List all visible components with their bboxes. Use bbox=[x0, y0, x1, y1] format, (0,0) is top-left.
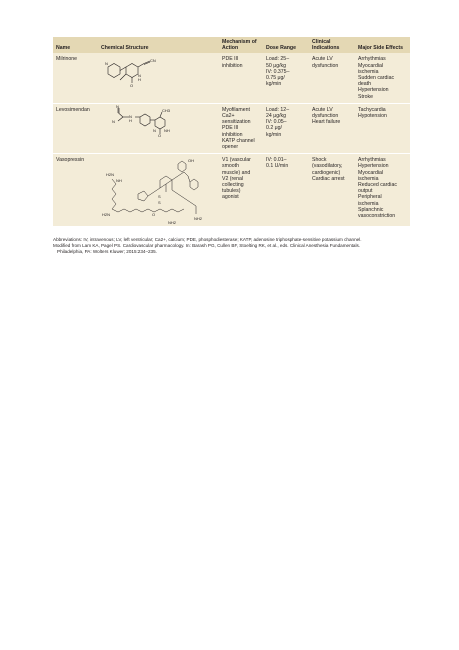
dose-cell bbox=[263, 103, 309, 153]
levosimendan-label-nh: N bbox=[129, 113, 132, 119]
cell-line: sensitization bbox=[222, 119, 251, 126]
vasopressin-label-s1: S bbox=[158, 194, 161, 200]
header-side-effects: Major Side Effects bbox=[355, 37, 410, 53]
milrinone-label-o: O bbox=[130, 83, 134, 89]
cell-line: (vasodilatory, bbox=[312, 163, 343, 170]
chemical-structure-vasopressin bbox=[98, 154, 219, 227]
milrinone-structure-diagram bbox=[98, 53, 219, 97]
levosimendan-structure-diagram bbox=[98, 104, 219, 148]
table-row bbox=[53, 53, 410, 103]
cell-line: Arrhythmias bbox=[358, 157, 386, 164]
vasopressin-label-o: O bbox=[152, 212, 156, 218]
indications-cell bbox=[309, 103, 355, 153]
header-dose-range: Dose Range bbox=[263, 37, 309, 53]
cell-line: Acute LV bbox=[312, 106, 333, 113]
cell-line: Splanchnic bbox=[358, 206, 384, 213]
cell-line: 0.75 μg/ bbox=[266, 75, 285, 82]
table-row bbox=[53, 103, 410, 153]
dose-cell bbox=[263, 53, 309, 103]
cell-line: KATP channel bbox=[222, 137, 255, 144]
vasopressin-label-nh2-b: NH2 bbox=[194, 216, 203, 222]
cell-line: Load: 25– bbox=[266, 56, 290, 63]
mechanism-cell bbox=[219, 53, 263, 103]
cell-line: ischemia bbox=[358, 200, 379, 207]
cell-line: muscle) and bbox=[222, 169, 251, 176]
cell-line: collecting bbox=[222, 182, 244, 189]
cell-line: inhibition bbox=[222, 62, 243, 69]
cell-line: 0.1 U/min bbox=[266, 163, 289, 170]
cell-line: kg/min bbox=[266, 81, 282, 88]
header-chemical-structure: Chemical Structure bbox=[98, 37, 219, 53]
indications-cell bbox=[309, 154, 355, 227]
vasopressin-label-nh2-a: NH2 bbox=[168, 220, 177, 226]
vasopressin-label-h2n: H2N bbox=[106, 172, 115, 178]
levosimendan-label-h: H bbox=[129, 117, 132, 123]
indications-cell bbox=[309, 53, 355, 103]
cell-line: dysfunction bbox=[312, 113, 339, 120]
chemical-structure-milrinone bbox=[98, 53, 219, 103]
levosimendan-label-n2: N bbox=[112, 118, 115, 124]
cell-line: dysfunction bbox=[312, 62, 339, 69]
vasopressin-label-oh: OH bbox=[188, 158, 194, 164]
levosimendan-label-n1: N bbox=[116, 103, 119, 109]
table-footnotes bbox=[53, 237, 410, 255]
cell-line: vasoconstriction bbox=[358, 213, 396, 220]
vasopressin-label-s2: S bbox=[158, 200, 161, 206]
side-effects-cell bbox=[355, 154, 410, 227]
mechanism-cell bbox=[219, 154, 263, 227]
levosimendan-label-o: O bbox=[158, 132, 162, 138]
cell-line: IV: 0.375– bbox=[266, 68, 290, 75]
source-citation-continued: Philadelphia, PA: Wolters Kluwer; 2015:234–235. bbox=[57, 249, 157, 254]
cell-line: smooth bbox=[222, 163, 240, 170]
milrinone-label-nh: N bbox=[138, 73, 141, 79]
cell-line: tubules) bbox=[222, 188, 241, 195]
cell-line: ischemia bbox=[358, 68, 379, 75]
cell-line: Myocardial bbox=[358, 62, 384, 69]
cell-line: Arrhythmias bbox=[358, 56, 386, 63]
side-effects-cell bbox=[355, 53, 410, 103]
cell-line: V1 (vascular bbox=[222, 157, 251, 164]
vasopressin-label-h2n-lower: H2N bbox=[102, 212, 111, 218]
cell-line: Tachycardia bbox=[358, 106, 386, 113]
mechanism-cell bbox=[219, 103, 263, 153]
cell-line: IV: 0.05– bbox=[266, 119, 287, 126]
table-header-row bbox=[53, 37, 410, 53]
header-name: Name bbox=[53, 37, 98, 53]
cell-line: output bbox=[358, 188, 373, 195]
levosimendan-label-nh2: NH bbox=[164, 127, 170, 133]
vasopressin-label-nh: NH bbox=[116, 178, 122, 184]
drug-name: Levosimendan bbox=[53, 103, 98, 153]
vasopressin-structure-diagram bbox=[98, 154, 219, 226]
cell-line: PDE III bbox=[222, 56, 239, 63]
cell-line: PDE III bbox=[222, 125, 239, 132]
cell-line: Acute LV bbox=[312, 56, 333, 63]
cell-line: Hypertension bbox=[358, 163, 389, 170]
drug-table-container bbox=[53, 37, 410, 226]
cell-line: Myofilament bbox=[222, 106, 250, 113]
cell-line: Heart failure bbox=[312, 119, 341, 126]
cell-line: death bbox=[358, 81, 371, 88]
cell-line: Reduced cardiac bbox=[358, 182, 397, 189]
side-effects-cell bbox=[355, 103, 410, 153]
cell-line: IV: 0.01– bbox=[266, 157, 287, 164]
chemical-structure-levosimendan bbox=[98, 103, 219, 153]
cell-line: agonist bbox=[222, 194, 239, 201]
drug-name: Milrinone bbox=[53, 53, 98, 103]
cell-line: cardiogenic) bbox=[312, 169, 341, 176]
cell-line: 24 μg/kg bbox=[266, 113, 287, 120]
cell-line: 50 μg/kg bbox=[266, 62, 287, 69]
milrinone-label-h: H bbox=[138, 77, 141, 83]
header-clinical-indications: Clinical Indications bbox=[309, 37, 355, 53]
source-citation: Modified from Lam KA, Pagel PS. Cardiovascular pharmacology. In: Barash PG, Cullen BF, Stoelting RK, et al., eds. Clinical Anesthesia Fundamentals. bbox=[53, 243, 361, 248]
cell-line: Stroke bbox=[358, 93, 373, 100]
cell-line: 0.2 μg/ bbox=[266, 125, 282, 132]
cell-line: Sudden cardiac bbox=[358, 75, 395, 82]
cell-line: Ca2+ bbox=[222, 113, 235, 120]
cell-line: kg/min bbox=[266, 131, 282, 138]
levosimendan-label-n: N bbox=[153, 127, 156, 133]
cell-line: Hypertension bbox=[358, 87, 389, 94]
cell-line: Shock bbox=[312, 157, 327, 164]
milrinone-label-n: N bbox=[105, 61, 108, 67]
drug-table bbox=[53, 37, 410, 226]
levosimendan-label-ch3: CH3 bbox=[162, 107, 171, 113]
cell-line: Cardiac arrest bbox=[312, 175, 345, 182]
header-mechanism: Mechanism of Action bbox=[219, 37, 263, 53]
cell-line: opener bbox=[222, 144, 239, 151]
cell-line: V2 (renal bbox=[222, 175, 244, 182]
cell-line: Load: 12– bbox=[266, 106, 290, 113]
drug-name: Vasopressin bbox=[53, 154, 98, 227]
table-row bbox=[53, 154, 410, 227]
cell-line: Hypotension bbox=[358, 113, 387, 120]
cell-line: Myocardial bbox=[358, 169, 384, 176]
cell-line: inhibition bbox=[222, 131, 243, 138]
cell-line: ischemia bbox=[358, 175, 379, 182]
cell-line: Peripheral bbox=[358, 194, 382, 201]
dose-cell bbox=[263, 154, 309, 227]
abbreviations-note: Abbreviations: IV, intravenous; LV, left ventricular; Ca2+, calcium; PDE, phosphodiesterase; KATP, adenosine triphosphate-sensitive potassium channel. bbox=[53, 237, 362, 242]
milrinone-label-cn: CN bbox=[150, 58, 156, 64]
